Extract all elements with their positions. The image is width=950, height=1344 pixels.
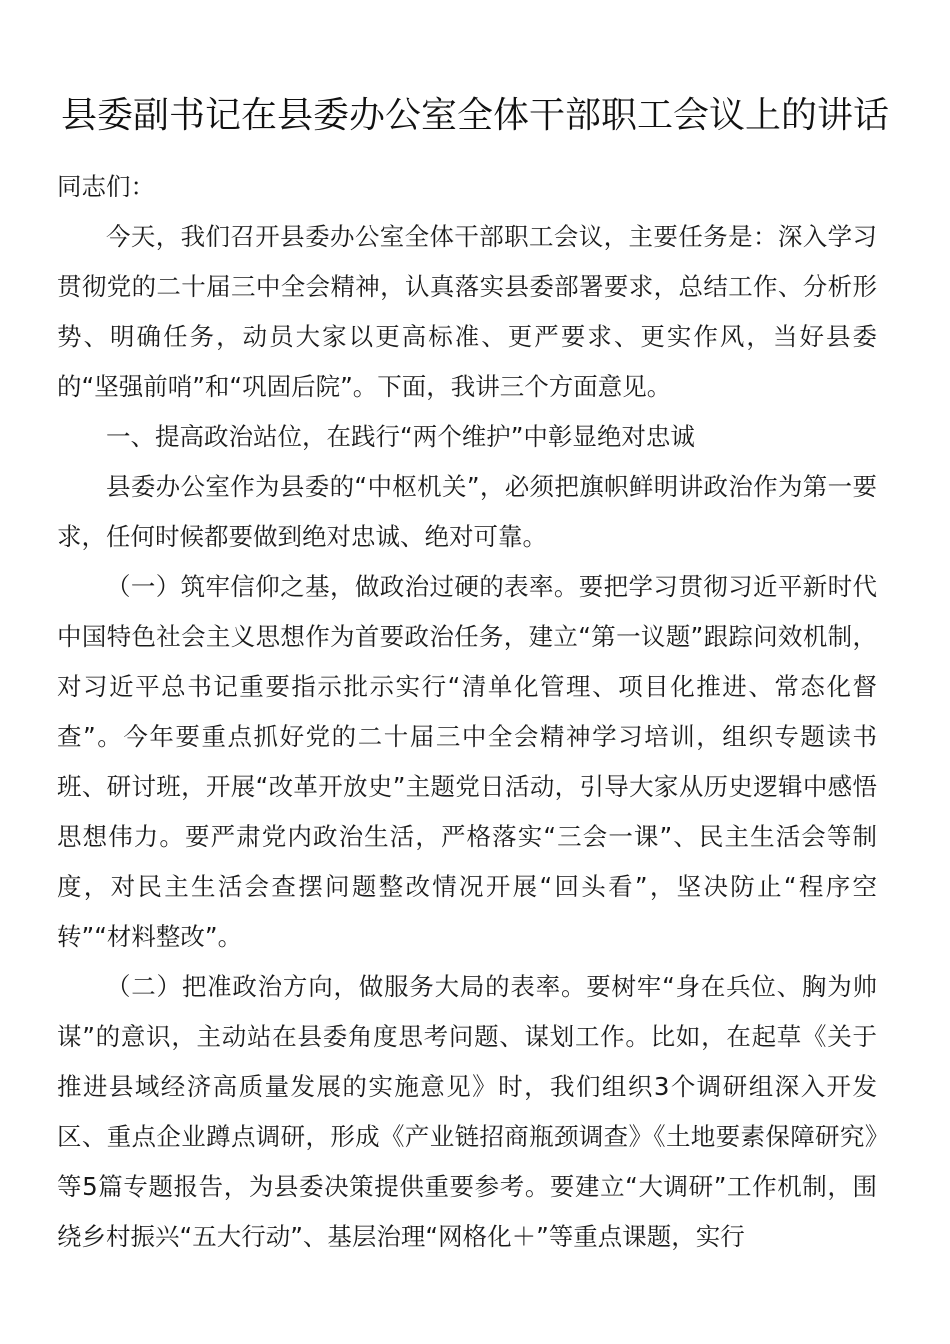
section-heading-1: 一、提高政治站位，在践行“两个维护”中彰显绝对忠诚 <box>106 422 695 451</box>
paragraph-subsection-1: （一）筑牢信仰之基，做政治过硬的表率。要把学习贯彻习近平新时代中国特色社会主义思想作为首要政治任务，建立“第一议题”跟踪问效机制，对习近平总书记重要指示批示实行“清单化管理、项目化推进、常态化督查”。今年要重点抓好党的二十届三中全会精神学习培训，组织专题读书班、研讨班，开展“改革开放史”主题党日活动，引导大家从历史逻辑中感悟思想伟力。要严肃党内政治生活，严格落实“三会一课”、民主生活会等制度，对民主生活会查摆问题整改情况开展“回头看”，坚决防止“程序空转”“材料整改”。 <box>57 572 877 951</box>
document-title: 县委副书记在县委办公室全体干部职工会议上的讲话 <box>60 95 889 137</box>
paragraph-subsection-2: （二）把准政治方向，做服务大局的表率。要树牢“身在兵位、胸为帅谋”的意识，主动站在县委角度思考问题、谋划工作。比如，在起草《关于推进县域经济高质量发展的实施意见》时，我们组织3个调研组深入开发区、重点企业蹲点调研，形成《产业链招商瓶颈调查》《土地要素保障研究》等5篇专题报告，为县委决策提供重要参考。要建立“大调研”工作机制，围绕乡村振兴“五大行动”、基层治理“网格化＋”等重点课题，实行 <box>57 972 877 1251</box>
document-body <box>57 162 877 1262</box>
salutation: 同志们： <box>57 172 155 201</box>
paragraph-section-1-intro: 县委办公室作为县委的“中枢机关”，必须把旗帜鲜明讲政治作为第一要求，任何时候都要做到绝对忠诚、绝对可靠。 <box>57 472 877 551</box>
paragraph-intro: 今天，我们召开县委办公室全体干部职工会议，主要任务是：深入学习贯彻党的二十届三中全会精神，认真落实县委部署要求，总结工作、分析形势、明确任务，动员大家以更高标准、更严要求、更实作风，当好县委的“坚强前哨”和“巩固后院”。下面，我讲三个方面意见。 <box>57 222 877 401</box>
